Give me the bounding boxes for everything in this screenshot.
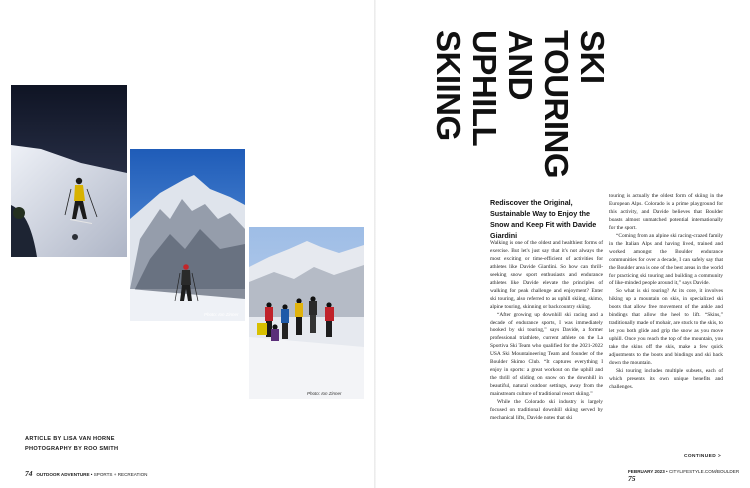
photo-credit: Photo: Ion Zinner xyxy=(204,312,239,317)
title-line: AND xyxy=(502,30,539,100)
folio-right: FEBRUARY 2023 • CITYLIFESTYLE.COM/BOULDER 75 xyxy=(628,469,740,483)
byline-article: ARTICLE BY LISA VAN HORNE xyxy=(25,436,115,442)
page-number: 75 xyxy=(628,474,636,483)
section-name: OUTDOOR ADVENTURE xyxy=(36,472,90,477)
site-url: CITYLIFESTYLE.COM/BOULDER xyxy=(668,469,740,474)
continued-link[interactable]: CONTINUED > xyxy=(684,454,722,459)
article-deck: Rediscover the Original, Sustainable Way to Enjoy the Snow and Keep Fit with Davide Giardini xyxy=(490,198,597,240)
title-line: TOURING xyxy=(538,30,575,179)
body-paragraph: Walking is one of the oldest and healthiest forms of exercise. But let's just say that it's not always the most exciting or time-efficient of activities for athletes like Davide Giardini. So how can thrill-seeking snow sport enthusiasts and endurance athletes like Davide elevate the principles of walking for peak challenge and enjoyment? Enter ski touring, also referred to as uphill skiing, skimo, alpine touring, skinning or backcountry skiing. xyxy=(490,240,603,310)
page-gutter xyxy=(374,0,376,488)
photo-credit: Photo: Ion Zinner xyxy=(307,391,342,396)
body-column-2 xyxy=(609,193,723,392)
body-paragraph: “Coming from an alpine ski racing-crazed family in the Italian Alps and having lived, trained and worked amongst the Boulder endurance communities for over a decade, I can safely say that the Boulder area is one of the best areas in the world for practicing ski touring and building a community of like-minded people around it,” says Davide. xyxy=(609,232,723,287)
folio-left: 74 OUTDOOR ADVENTURE • SPORTS + RECREATION xyxy=(25,469,148,478)
byline-photography: PHOTOGRAPHY BY ROO SMITH xyxy=(25,446,119,452)
photo-night-skier xyxy=(11,85,127,257)
photo-mountain-skier xyxy=(130,149,245,321)
body-paragraph: “After growing up downhill ski racing and a decade of endurance sports, I was immediately hooked by ski touring,” says Davide, a former professional triathlete, current athlete on the La Sportiva Ski Team who qualified for the 2021-2022 USA Ski Mountaineering Team and founder of the Boulder Skimo Club. “It captures everything I enjoy in sports: a great workout on the uphill and the thrill of sliding on snow on the downhill in beautiful, natural outdoor settings, away from the mainstream culture of traditional resort skiing.” xyxy=(490,311,603,398)
photo-group-skiers xyxy=(249,227,364,399)
body-paragraph: So what is ski touring? At its core, it involves hiking up a mountain on skis, in specialized ski boots that allow free movement of the ankle and bindings that allow the heel to lift. “Skins,” traditionally made of mohair, are stuck to the skis, to let you both glide and grip the snow as you move uphill. Once you reach the top of the mountain, you take the skins off the skis, make a few quick adjustments to the boots and bindings and ski back down the mountain. xyxy=(609,288,723,367)
body-paragraph: touring is actually the oldest form of skiing in the European Alps. Colorado is a prime playground for this activity, and Davide believes that Boulder boasts almost unmatched potential internationally for the sport. xyxy=(609,193,723,231)
body-paragraph: While the Colorado ski industry is largely focused on traditional downhill skiing served by mechanical lifts, Davide notes that ski xyxy=(490,399,603,421)
title-line: UPHILL xyxy=(466,30,503,147)
body-paragraph: Ski touring includes multiple subsets, each of which presents its own unique benefits and challenges. xyxy=(609,367,723,390)
body-column-1 xyxy=(490,240,603,423)
article-title-text xyxy=(430,30,610,178)
title-line: SKI xyxy=(574,30,611,84)
title-line: SKIING xyxy=(430,30,467,141)
issue-date: FEBRUARY 2023 xyxy=(628,469,665,474)
byline xyxy=(25,434,118,454)
page-number: 74 xyxy=(25,469,33,478)
article-title xyxy=(430,30,611,179)
subsection-name: SPORTS + RECREATION xyxy=(93,472,148,477)
